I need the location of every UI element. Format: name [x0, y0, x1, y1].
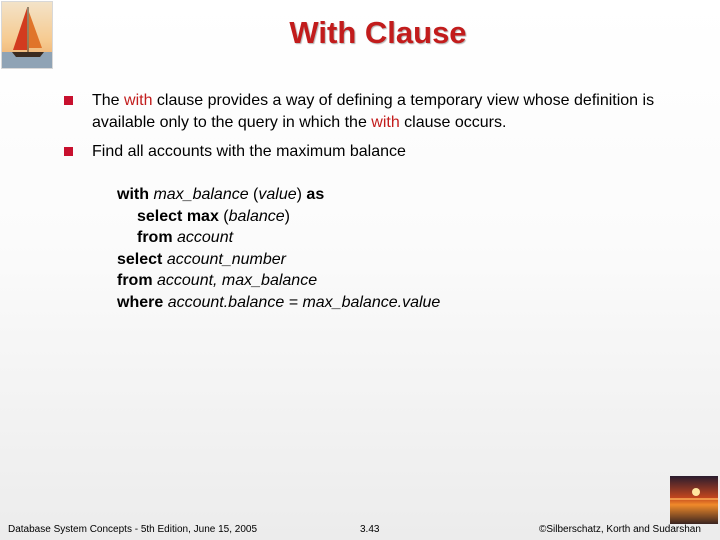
sql-keyword: with: [117, 186, 154, 203]
sql-keyword: select: [117, 250, 167, 268]
query-line: [117, 206, 440, 228]
sql-identifier: account: [177, 229, 234, 247]
query-line: [117, 249, 440, 271]
sql-identifier: account, max_balance: [157, 272, 318, 290]
bullet-text: The: [92, 92, 125, 109]
sql-punctuation: (: [223, 207, 229, 225]
footer-copyright: ©Silberschatz, Korth and Sudarshan: [539, 524, 701, 535]
bullet-item: [64, 141, 684, 163]
query-line: [117, 270, 440, 292]
query-line: [117, 227, 440, 249]
footer-page-number: 3.43: [360, 524, 380, 535]
sql-keyword: select max: [137, 207, 224, 225]
sql-punctuation: ): [296, 186, 307, 203]
sql-punctuation: (: [248, 186, 259, 203]
keyword-highlight: with: [371, 114, 400, 131]
square-bullet-icon: [64, 96, 73, 105]
keyword-highlight: with: [124, 92, 153, 109]
slide-title: With Clause: [289, 15, 467, 50]
bullet-text: clause occurs.: [399, 114, 507, 131]
footer-book-info: Database System Concepts - 5th Edition, June 15, 2005: [8, 524, 258, 535]
sql-identifier: balance: [228, 207, 285, 225]
bullet-list: [64, 90, 684, 170]
sql-query-block: [117, 184, 440, 314]
sql-identifier: max_balance: [153, 186, 249, 203]
sql-keyword: from: [117, 272, 157, 290]
sql-punctuation: ): [284, 207, 290, 225]
sql-keyword: from: [137, 229, 177, 247]
square-bullet-icon: [64, 147, 73, 156]
query-line: [117, 292, 440, 314]
sql-identifier: account_number: [166, 250, 286, 268]
sql-keyword: as: [306, 186, 325, 203]
bullet-text: clause provides a way of defining a temporary view whose definition is available only to the query in which the: [92, 92, 655, 131]
bullet-item: [64, 90, 684, 134]
query-line: [117, 184, 440, 206]
sunset-image: [670, 476, 718, 524]
sql-keyword: where: [117, 293, 168, 311]
sql-identifier: value: [258, 186, 297, 203]
sql-identifier: account.balance = max_balance.value: [167, 293, 441, 311]
bullet-text: Find all accounts with the maximum balance: [92, 143, 406, 160]
